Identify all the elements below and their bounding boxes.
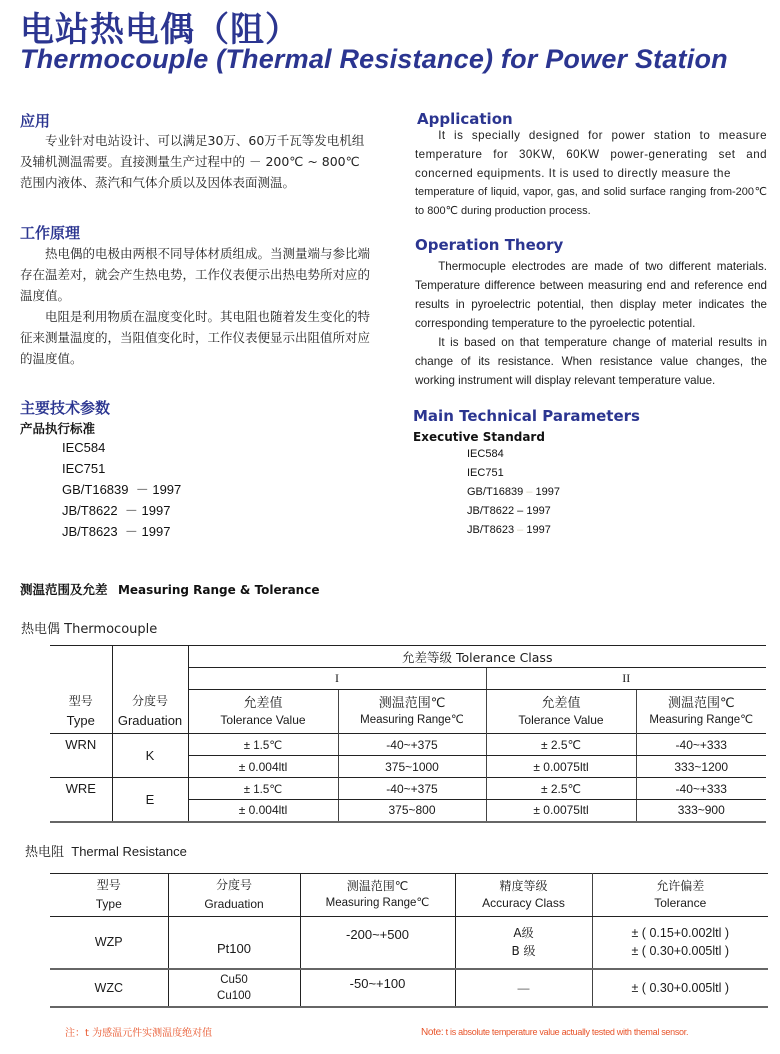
tc-range-header-1: 测温范围℃ Measuring Range℃ xyxy=(338,690,486,734)
tc-cell: -40~+333 xyxy=(636,734,766,756)
table-row xyxy=(50,917,768,969)
standard-item: JB/T8623 – 1997 xyxy=(467,524,551,536)
rtd-type-header: 型号 Type xyxy=(50,874,168,917)
rtd-label: 热电阻 Thermal Resistance xyxy=(25,844,187,860)
note-en: Note: t is absolute temperature value actually tested with themal sensor. xyxy=(421,1027,689,1038)
tc-grad-cell: E xyxy=(112,778,188,822)
tc-cell: ± 1.5℃ xyxy=(188,734,338,756)
theory-para2-en: It is based on that temperature change of material results in change of its resistance. When resistance value changes, the working instrument will display relevant temperature value. xyxy=(415,336,767,387)
tc-graduation-header: 分度号 Graduation xyxy=(112,646,188,734)
application-text-en xyxy=(415,126,767,221)
tc-cell: ± 1.5℃ xyxy=(188,778,338,800)
tc-cell: ± 2.5℃ xyxy=(486,734,636,756)
tc-cell: ± 0.004ltl xyxy=(188,800,338,822)
rtd-graduation-header: 分度号 Graduation xyxy=(168,874,300,917)
rtd-tolerance-header: 允许偏差 Tolerance xyxy=(592,874,768,917)
table-row xyxy=(50,969,768,1007)
standard-item: IEC751 xyxy=(62,461,106,476)
application-heading-cn: 应用 xyxy=(20,112,51,130)
page-title-en: Thermocouple (Thermal Resistance) for Power Station xyxy=(20,44,728,74)
standard-item: JB/T8622 － 1997 xyxy=(62,503,171,518)
theory-para1-cn: 热电偶的电极由两根不同导体材质组成。当测量端与参比端存在温差对，就会产生热电势，工作仪表便示出热电势所对应的温度值。 xyxy=(20,246,371,303)
rtd-range-cell: -200~+500 xyxy=(300,917,455,969)
tc-cell: 333~1200 xyxy=(674,759,729,774)
application-text-cn: 专业针对电站设计、可以满足30万、60万千瓦等发电机组及辅机测温需要。直接测量生产过程中的 － 200℃ ~ 800℃范围内液体、蒸汽和气体介质以及因体表面测温。 xyxy=(20,133,365,190)
tc-type-cell: WRE xyxy=(50,778,112,822)
standard-item: GB/T16839 – 1997 xyxy=(467,486,560,498)
rtd-grad-cell: Cu50 Cu100 xyxy=(168,969,300,1007)
theory-heading-en: Operation Theory xyxy=(415,236,564,254)
table-row xyxy=(50,734,766,756)
standard-item: JB/T8623 － 1997 xyxy=(62,524,171,539)
rtd-type-cell: WZP xyxy=(50,917,168,969)
tc-cell: 375~1000 xyxy=(338,756,486,778)
application-text-en-2: temperature of liquid, vapor, gas, and solid surface ranging from-200℃ to 800℃ during production process. xyxy=(415,186,767,217)
theory-para2-cn: 电阻是利用物质在温度变化时。其电阻也随着发生变化的特征来测量温度的，当阻值变化时，工作仪表便显示出阻值所对应的温度值。 xyxy=(20,309,371,366)
rtd-tolerance-cell: ± ( 0.15+0.002ltl ) ± ( 0.30+0.005ltl ) xyxy=(592,917,768,969)
parameters-heading-en: Main Technical Parameters xyxy=(413,407,640,425)
tc-cell: -40~+375 xyxy=(338,734,486,756)
standards-subheading-en: Executive Standard xyxy=(413,430,545,444)
tc-tol-header-2: 允差值 Tolerance Value xyxy=(486,690,636,734)
tc-cell: 333~900 xyxy=(636,800,766,822)
standard-item: GB/T16839 － 1997 xyxy=(62,482,182,497)
note-cn: 注：t 为感温元件实测温度绝对值 xyxy=(65,1028,213,1039)
parameters-heading-cn: 主要技术参数 xyxy=(20,399,111,417)
standard-item: JB/T8622 – 1997 xyxy=(467,505,551,517)
tc-range-header-2: 测温范围℃ Measuring Range℃ xyxy=(649,695,754,726)
tc-cell: -40~+333 xyxy=(636,778,766,800)
tc-cell: 375~800 xyxy=(338,800,486,822)
standards-list-cn xyxy=(62,437,181,542)
rtd-accuracy-header: 精度等级 Accuracy Class xyxy=(455,874,592,917)
rtd-grad-cell: Pt100 xyxy=(168,917,300,969)
rtd-range-header: 测温范围℃ Measuring Range℃ xyxy=(300,874,455,917)
rtd-range-cell: -50~+100 xyxy=(300,969,455,1007)
rtd-type-cell: WZC xyxy=(50,969,168,1007)
tc-cell: ± 2.5℃ xyxy=(486,778,636,800)
standard-item: IEC751 xyxy=(467,467,504,479)
rtd-tolerance-cell: ± ( 0.30+0.005ltl ) xyxy=(592,969,768,1007)
theory-text-cn xyxy=(20,243,372,369)
standard-item: IEC584 xyxy=(62,440,106,455)
theory-para1-en: Thermocuple electrodes are made of two different materials. Temperature difference between measuring end and reference end results in pyroelectric potential, then display meter indicates the corresponding temperature to the pyroelectic potential. xyxy=(415,260,767,330)
tc-cell: ± 0.0075ltl xyxy=(486,756,636,778)
tc-class-1: I xyxy=(188,668,486,690)
tc-class-header: 允差等级 Tolerance Class xyxy=(188,646,766,668)
tc-cell: -40~+375 xyxy=(338,778,486,800)
theory-heading-cn: 工作原理 xyxy=(20,224,81,242)
application-text-en-1: It is specially designed for power station to measure temperature for 30KW, 60KW power-generating set and concerned equipments. It is used to directly measure the xyxy=(415,129,767,180)
standards-list-en xyxy=(467,445,560,540)
standards-subheading-cn: 产品执行标准 xyxy=(20,421,96,436)
rtd-accuracy-cell: A级 B 级 xyxy=(455,917,592,969)
tc-grad-cell: K xyxy=(112,734,188,778)
tc-cell: ± 0.0075ltl xyxy=(486,800,636,822)
tc-type-cell: WRN xyxy=(50,734,112,778)
theory-text-en xyxy=(415,257,767,390)
measuring-heading: 测温范围及允差 Measuring Range & Tolerance xyxy=(20,582,320,597)
standard-item: IEC584 xyxy=(467,448,504,460)
tc-cell: ± 0.004ltl xyxy=(188,756,338,778)
thermocouple-label: 热电偶 Thermocouple xyxy=(21,622,158,637)
page-title-cn: 电站热电偶（阻） xyxy=(20,10,300,50)
application-heading-en: Application xyxy=(417,110,513,128)
tc-class-2: II xyxy=(486,668,766,690)
table-row xyxy=(50,778,766,800)
rtd-accuracy-cell: — xyxy=(455,969,592,1007)
thermal-resistance-table xyxy=(50,873,768,1008)
tc-type-header: 型号 Type xyxy=(50,646,112,734)
tc-tol-header-1: 允差值 Tolerance Value xyxy=(188,690,338,734)
thermocouple-table xyxy=(50,645,766,823)
